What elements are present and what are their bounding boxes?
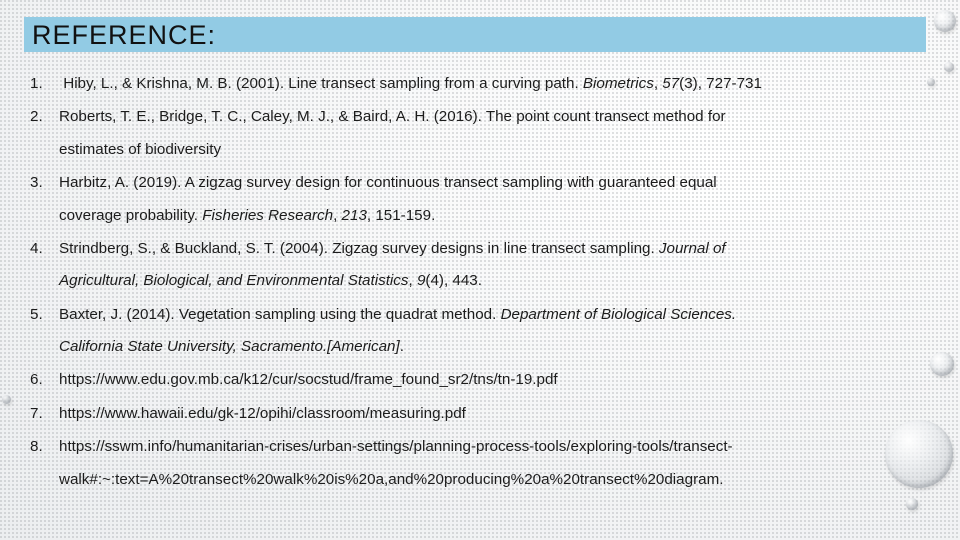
reference-item: 5. Baxter, J. (2014). Vegetation sampling using the quadrat method. Department of Biological Sciences. California State University, Sacramento.[American].	[30, 299, 930, 364]
reference-link[interactable]: https://www.edu.gov.mb.ca/k12/cur/socstud/frame_found_sr2/tns/tn-19.pdf	[59, 371, 558, 389]
reference-item	[30, 364, 930, 397]
reference-item: 1. Hiby, L., & Krishna, M. B. (2001). Line transect sampling from a curving path. Biometrics, 57(3), 727-731	[30, 68, 930, 101]
reference-number: 3.	[30, 174, 43, 192]
reference-number: 2.	[30, 108, 43, 126]
reference-link[interactable]: https://www.hawaii.edu/gk-12/opihi/classroom/measuring.pdf	[59, 404, 466, 422]
water-drop-decoration	[930, 352, 954, 376]
reference-number: 8.	[30, 438, 43, 456]
reference-number: 5.	[30, 305, 43, 323]
reference-number: 7.	[30, 404, 43, 422]
reference-list	[30, 68, 930, 497]
reference-item: 3. Harbitz, A. (2019). A zigzag survey design for continuous transect sampling with guaranteed equal coverage probability. Fisheries Research, 213, 151-159.	[30, 167, 930, 232]
reference-number: 4.	[30, 239, 43, 257]
reference-link[interactable]: walk#:~:text=A%20transect%20walk%20is%20a,and%20producing%20a%20transect%20diagram.	[59, 470, 724, 488]
water-drop-decoration	[944, 62, 954, 72]
water-drop-decoration	[2, 395, 11, 404]
page-title: REFERENCE:	[32, 20, 217, 50]
reference-item	[30, 431, 930, 496]
reference-item	[30, 398, 930, 431]
reference-number: 1.	[30, 75, 43, 92]
reference-item: 4. Strindberg, S., & Buckland, S. T. (2004). Zigzag survey designs in line transect sampling. Journal of Agricultural, Biological, and Environmental Statistics, 9(4), 443.	[30, 233, 930, 298]
reference-number: 6.	[30, 371, 43, 389]
water-drop-decoration	[906, 498, 918, 510]
reference-link[interactable]: https://sswm.info/humanitarian-crises/urban-settings/planning-process-tools/exploring-tools/transect-	[59, 438, 733, 456]
title-bar	[24, 17, 926, 52]
reference-item: 2. Roberts, T. E., Bridge, T. C., Caley, M. J., & Baird, A. H. (2016). The point count transect method for estimates of biodiversity	[30, 101, 930, 166]
water-drop-decoration	[934, 10, 956, 32]
